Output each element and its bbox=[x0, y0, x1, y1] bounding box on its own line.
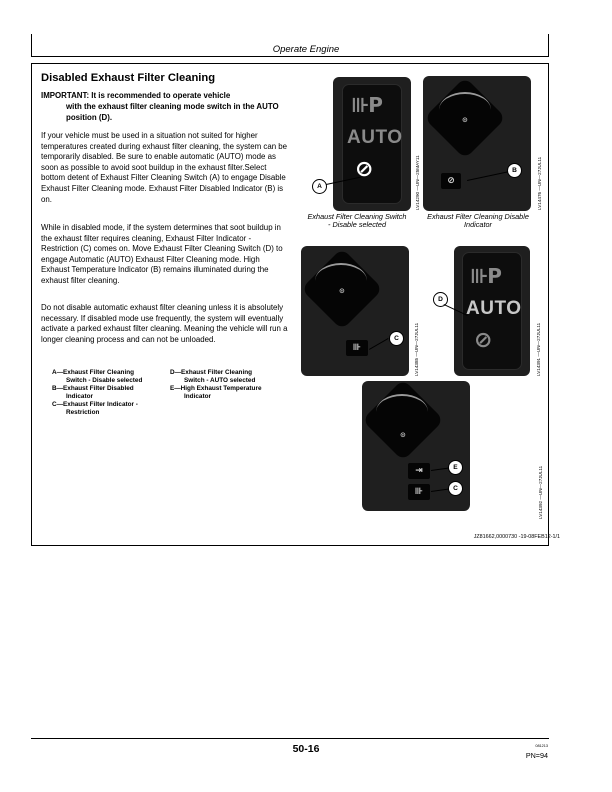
important-rest: with the exhaust filter cleaning mode switch in the AUTO position (D). bbox=[66, 101, 279, 122]
filter-disabled-indicator-icon: ⊘ bbox=[441, 173, 461, 189]
figure-2-caption-line2: Indicator bbox=[464, 220, 492, 230]
callout-b: B bbox=[507, 163, 522, 178]
figure-code-lv14391: LV14391 —UN—27JUL11 bbox=[536, 322, 541, 376]
legend-a-line1: A—Exhaust Filter Cleaning bbox=[52, 369, 135, 376]
switch-panel-photo bbox=[333, 77, 411, 211]
p-label: P bbox=[368, 93, 382, 117]
knob-arc bbox=[376, 394, 428, 430]
footer-small-code: 081213 bbox=[535, 744, 548, 748]
important-note bbox=[41, 91, 289, 123]
filter-disabled-icon: ⊘ bbox=[474, 328, 492, 353]
legend-c-line1: C—Exhaust Filter Indicator - bbox=[52, 401, 138, 409]
legend-d-line2: Switch - AUTO selected bbox=[184, 377, 256, 385]
knob-icon: ⊙ bbox=[339, 287, 345, 295]
pn-number: PN=94 bbox=[525, 751, 548, 760]
callout-c: C bbox=[389, 331, 404, 346]
figure-1-caption-line2: - Disable selected bbox=[328, 220, 386, 230]
section-right-rule bbox=[548, 63, 549, 546]
legend-left-column bbox=[52, 369, 182, 418]
auto-switch-panel-photo bbox=[454, 246, 530, 376]
callout-e: E bbox=[448, 460, 463, 475]
legend-e-line2: Indicator bbox=[184, 393, 211, 401]
header-rule bbox=[31, 56, 549, 57]
callout-a: A bbox=[312, 179, 327, 194]
section-top-rule bbox=[31, 63, 549, 64]
paragraph-3: Do not disable automatic exhaust filter cleaning unless it is absolutely necessary. If disabled mode use frequently, the system will eventually activate a parked exhaust filter cleaning. Meaning the vehicle will run a longer cleaning process and can not be unloaded. bbox=[41, 303, 288, 344]
callout-d: D bbox=[433, 292, 448, 307]
figure-2-caption bbox=[419, 213, 537, 230]
document-reference: JZ81662,0000730 -19-08FEB12-1/1 bbox=[473, 534, 560, 540]
filter-restriction-icon: ⊪ bbox=[346, 340, 368, 356]
filter-lamp-icon: ⊪P bbox=[351, 93, 382, 117]
auto-label: AUTO bbox=[347, 127, 403, 148]
important-lead: IMPORTANT: It is recommended to operate vehicle bbox=[41, 91, 231, 100]
legend-right-column bbox=[170, 369, 300, 401]
legend-b-line2: Indicator bbox=[66, 393, 93, 401]
filter-lamp-icon: ⊪P bbox=[470, 264, 501, 288]
header-title: Operate Engine bbox=[272, 44, 340, 55]
figure-code-lv14476: LV14476 —UN—27JUL11 bbox=[537, 156, 542, 210]
footer-rule bbox=[31, 738, 549, 739]
legend-d-line1: D—Exhaust Filter Cleaning bbox=[170, 369, 253, 376]
filter-restriction-icon: ⊪ bbox=[408, 484, 430, 500]
figure-1-caption-line1: Exhaust Filter Cleaning Switch bbox=[307, 212, 407, 221]
paragraph-2: While in disabled mode, if the system determines that soot buildup in the exhaust filter requires cleaning, Exhaust Filter Indicator - Restriction (C) comes on. Move Exhaust Filter Cleaning Switch (D) to engage Automatic (AUTO) Exhaust Filter Cleaning mode. High Exhaust Temperature Indicator (B) remains illuminated during the exhaust filter cleaning. bbox=[41, 223, 283, 285]
indicator-panel-photo bbox=[423, 76, 531, 211]
callout-c-2: C bbox=[448, 481, 463, 496]
figure-code-lv14392: LV14392 —UN—27JUL11 bbox=[538, 465, 543, 519]
section-heading: Disabled Exhaust Filter Cleaning bbox=[41, 72, 216, 84]
figure-code-lv14385: LV14385 —UN—27JUL11 bbox=[414, 322, 419, 376]
knob-icon: ⊙ bbox=[462, 116, 468, 124]
high-exhaust-temp-icon: ⇥ bbox=[408, 463, 430, 479]
page-number: 50-16 bbox=[292, 743, 320, 755]
filter-disabled-icon: ⊘ bbox=[355, 157, 373, 182]
restriction-panel-photo bbox=[301, 246, 409, 376]
knob-icon: ⊙ bbox=[400, 431, 406, 439]
section-bottom-rule bbox=[31, 545, 549, 546]
legend-b-line1: B—Exhaust Filter Disabled bbox=[52, 385, 134, 393]
figure-code-lv14290: LV14290 —UN—25MAY11 bbox=[415, 155, 420, 210]
figure-1-caption bbox=[298, 213, 416, 230]
p-label: P bbox=[487, 264, 501, 288]
paragraph-1: If your vehicle must be used in a situation not suited for higher temperatures created during exhaust filter cleaning, the system can be temporarily disabled. Be sure to enable automatic (AUTO) mode as soon as possible to avoid soot buildup in the exhaust filter.Select bottom detent of Exhaust Filter Cleaning Switch (A) to engage Disable Exhaust Filter Cleaning mode. Exhaust Filter Disabled Indicator (B) is on. bbox=[41, 131, 288, 204]
legend-a-line2: Switch - Disable selected bbox=[66, 377, 143, 385]
figure-2-caption-line1: Exhaust Filter Cleaning Disable bbox=[427, 212, 529, 221]
legend-e-line1: E—High Exhaust Temperature bbox=[170, 385, 262, 393]
auto-label: AUTO bbox=[466, 298, 522, 319]
section-left-rule bbox=[31, 63, 32, 546]
legend-c-line2: Restriction bbox=[66, 409, 100, 417]
